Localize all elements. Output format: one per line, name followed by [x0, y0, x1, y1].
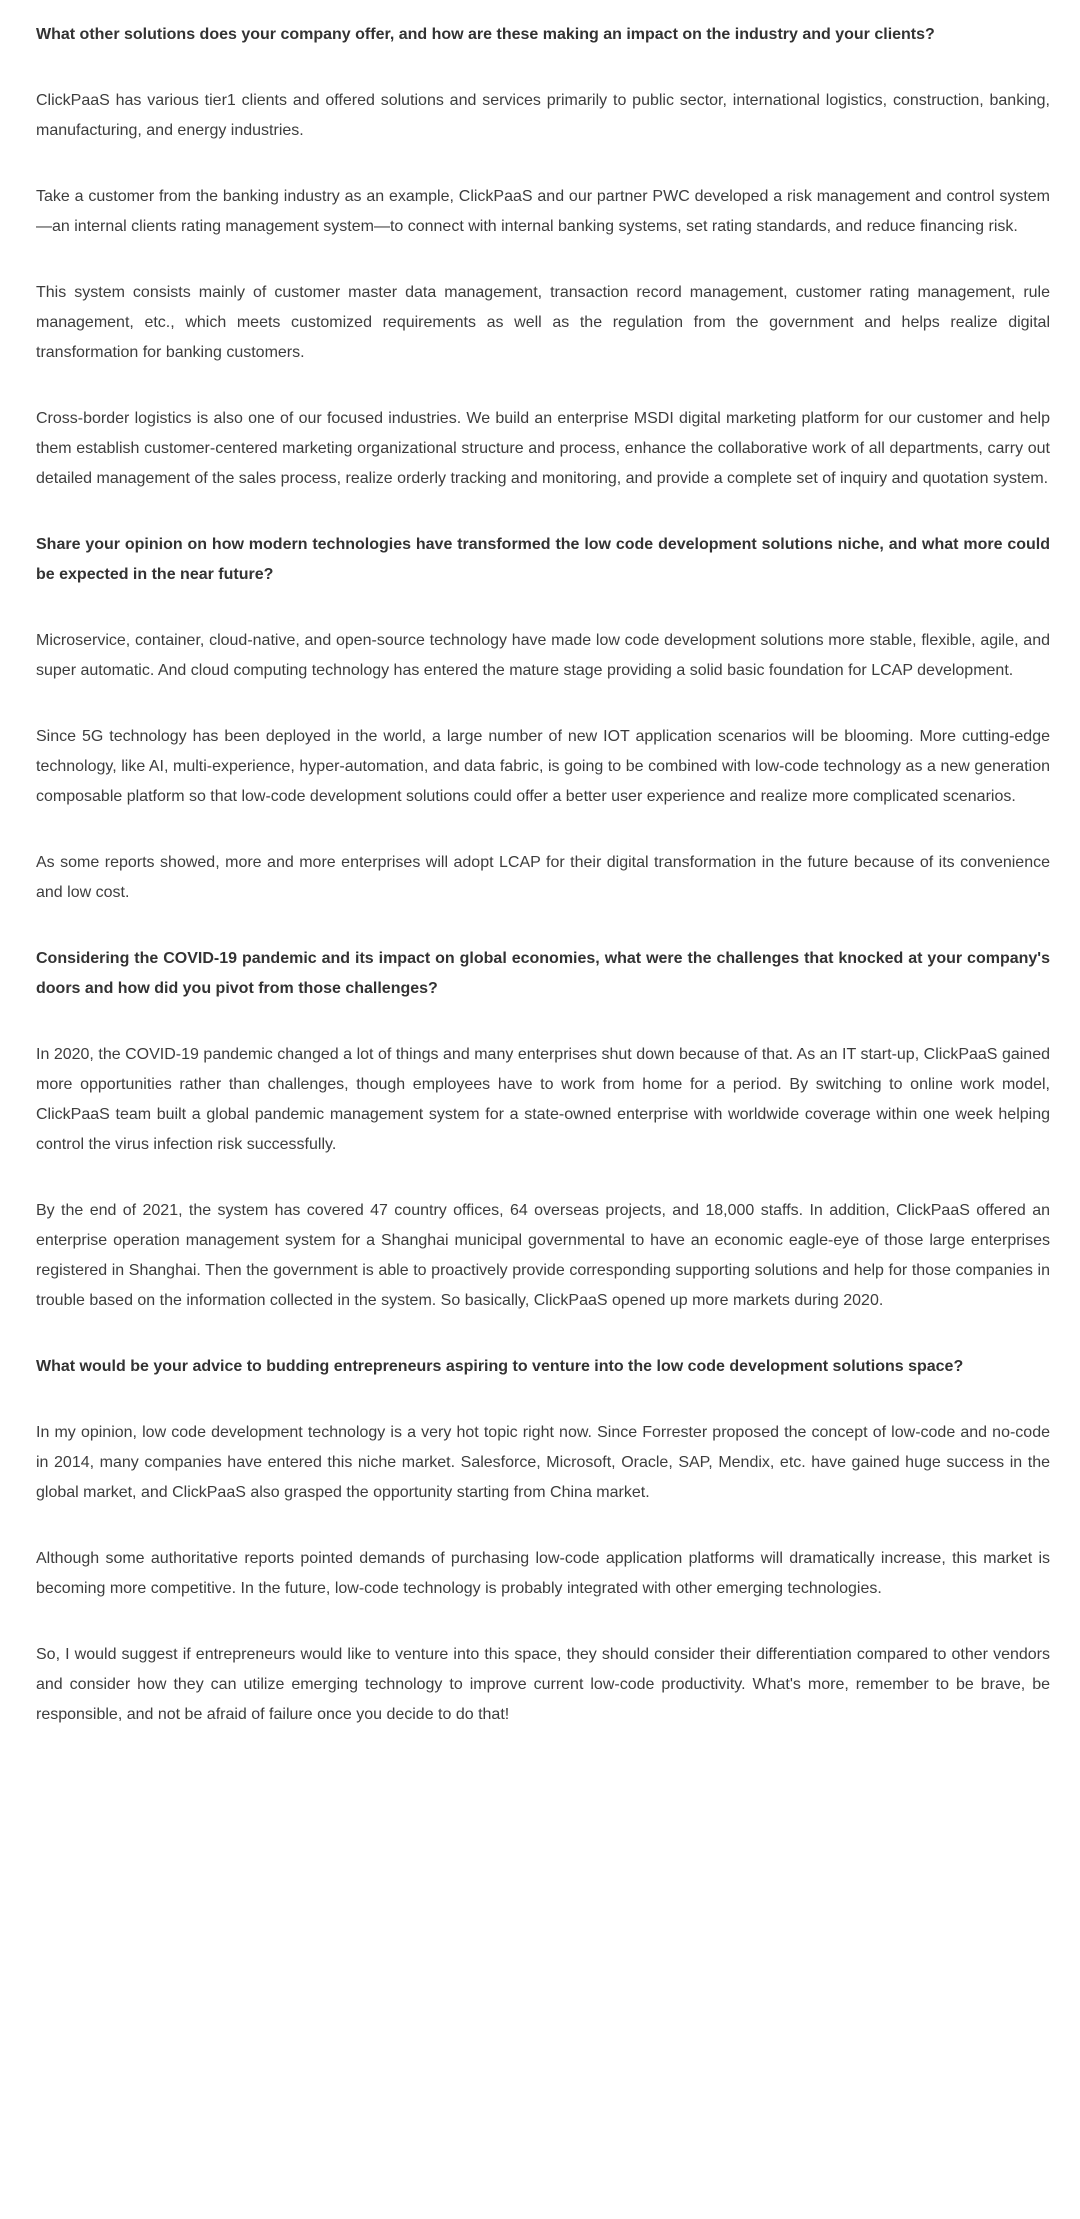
interview-answer-paragraph: This system consists mainly of customer master data management, transaction record management, customer rating management, rule management, etc., which meets customized requirements as well as the regulation from the government and helps realize digital transformation for banking customers.: [36, 284, 1050, 361]
interview-question-1: What other solutions does your company offer, and how are these making an impact on the industry and your clients?: [36, 26, 935, 43]
interview-answer-paragraph: In 2020, the COVID-19 pandemic changed a lot of things and many enterprises shut down because of that. As an IT start-up, ClickPaaS gained more opportunities rather than challenges, though employees have to work from home for a period. By switching to online work model, ClickPaaS team built a global pandemic management system for a state-owned enterprise with worldwide coverage within one week helping control the virus infection risk successfully.: [36, 1046, 1050, 1153]
interview-answer-paragraph: In my opinion, low code development technology is a very hot topic right now. Since Forrester proposed the concept of low-code and no-code in 2014, many companies have entered this niche market. Salesforce, Microsoft, Oracle, SAP, Mendix, etc. have gained huge success in the global market, and ClickPaaS also grasped the opportunity starting from China market.: [36, 1424, 1050, 1501]
interview-answer-paragraph: So, I would suggest if entrepreneurs would like to venture into this space, they should consider their differentiation compared to other vendors and consider how they can utilize emerging technology to improve current low-code productivity. What's more, remember to be brave, be responsible, and not be afraid of failure once you decide to do that!: [36, 1646, 1050, 1723]
interview-answer-paragraph: Although some authoritative reports pointed demands of purchasing low-code application platforms will dramatically increase, this market is becoming more competitive. In the future, low-code technology is probably integrated with other emerging technologies.: [36, 1550, 1050, 1597]
interview-question-4: What would be your advice to budding entrepreneurs aspiring to venture into the low code development solutions space?: [36, 1358, 964, 1375]
interview-answer-paragraph: Cross-border logistics is also one of our focused industries. We build an enterprise MSDI digital marketing platform for our customer and help them establish customer-centered marketing organizational structure and process, enhance the collaborative work of all departments, carry out detailed management of the sales process, realize orderly tracking and monitoring, and provide a complete set of inquiry and quotation system.: [36, 410, 1050, 487]
interview-answer-paragraph: Microservice, container, cloud-native, and open-source technology have made low code development solutions more stable, flexible, agile, and super automatic. And cloud computing technology has entered the mature stage providing a solid basic foundation for LCAP development.: [36, 632, 1050, 679]
interview-answer-paragraph: Take a customer from the banking industry as an example, ClickPaaS and our partner PWC developed a risk management and control system—an internal clients rating management system—to connect with internal banking systems, set rating standards, and reduce financing risk.: [36, 188, 1050, 235]
interview-answer-paragraph: Since 5G technology has been deployed in the world, a large number of new IOT application scenarios will be blooming. More cutting-edge technology, like AI, multi-experience, hyper-automation, and data fabric, is going to be combined with low-code technology as a new generation composable platform so that low-code development solutions could offer a better user experience and realize more complicated scenarios.: [36, 728, 1050, 805]
interview-article: [36, 20, 1050, 1730]
interview-question-2: Share your opinion on how modern technologies have transformed the low code development solutions niche, and what more could be expected in the near future?: [36, 536, 1050, 583]
interview-question-3: Considering the COVID-19 pandemic and its impact on global economies, what were the challenges that knocked at your company's doors and how did you pivot from those challenges?: [36, 950, 1050, 997]
interview-answer-paragraph: ClickPaaS has various tier1 clients and offered solutions and services primarily to public sector, international logistics, construction, banking, manufacturing, and energy industries.: [36, 92, 1050, 139]
interview-answer-paragraph: By the end of 2021, the system has covered 47 country offices, 64 overseas projects, and 18,000 staffs. In addition, ClickPaaS offered an enterprise operation management system for a Shanghai municipal governmental to have an economic eagle-eye of those large enterprises registered in Shanghai. Then the government is able to proactively provide corresponding supporting solutions and help for those companies in trouble based on the information collected in the system. So basically, ClickPaaS opened up more markets during 2020.: [36, 1202, 1050, 1309]
interview-answer-paragraph: As some reports showed, more and more enterprises will adopt LCAP for their digital transformation in the future because of its convenience and low cost.: [36, 854, 1050, 901]
